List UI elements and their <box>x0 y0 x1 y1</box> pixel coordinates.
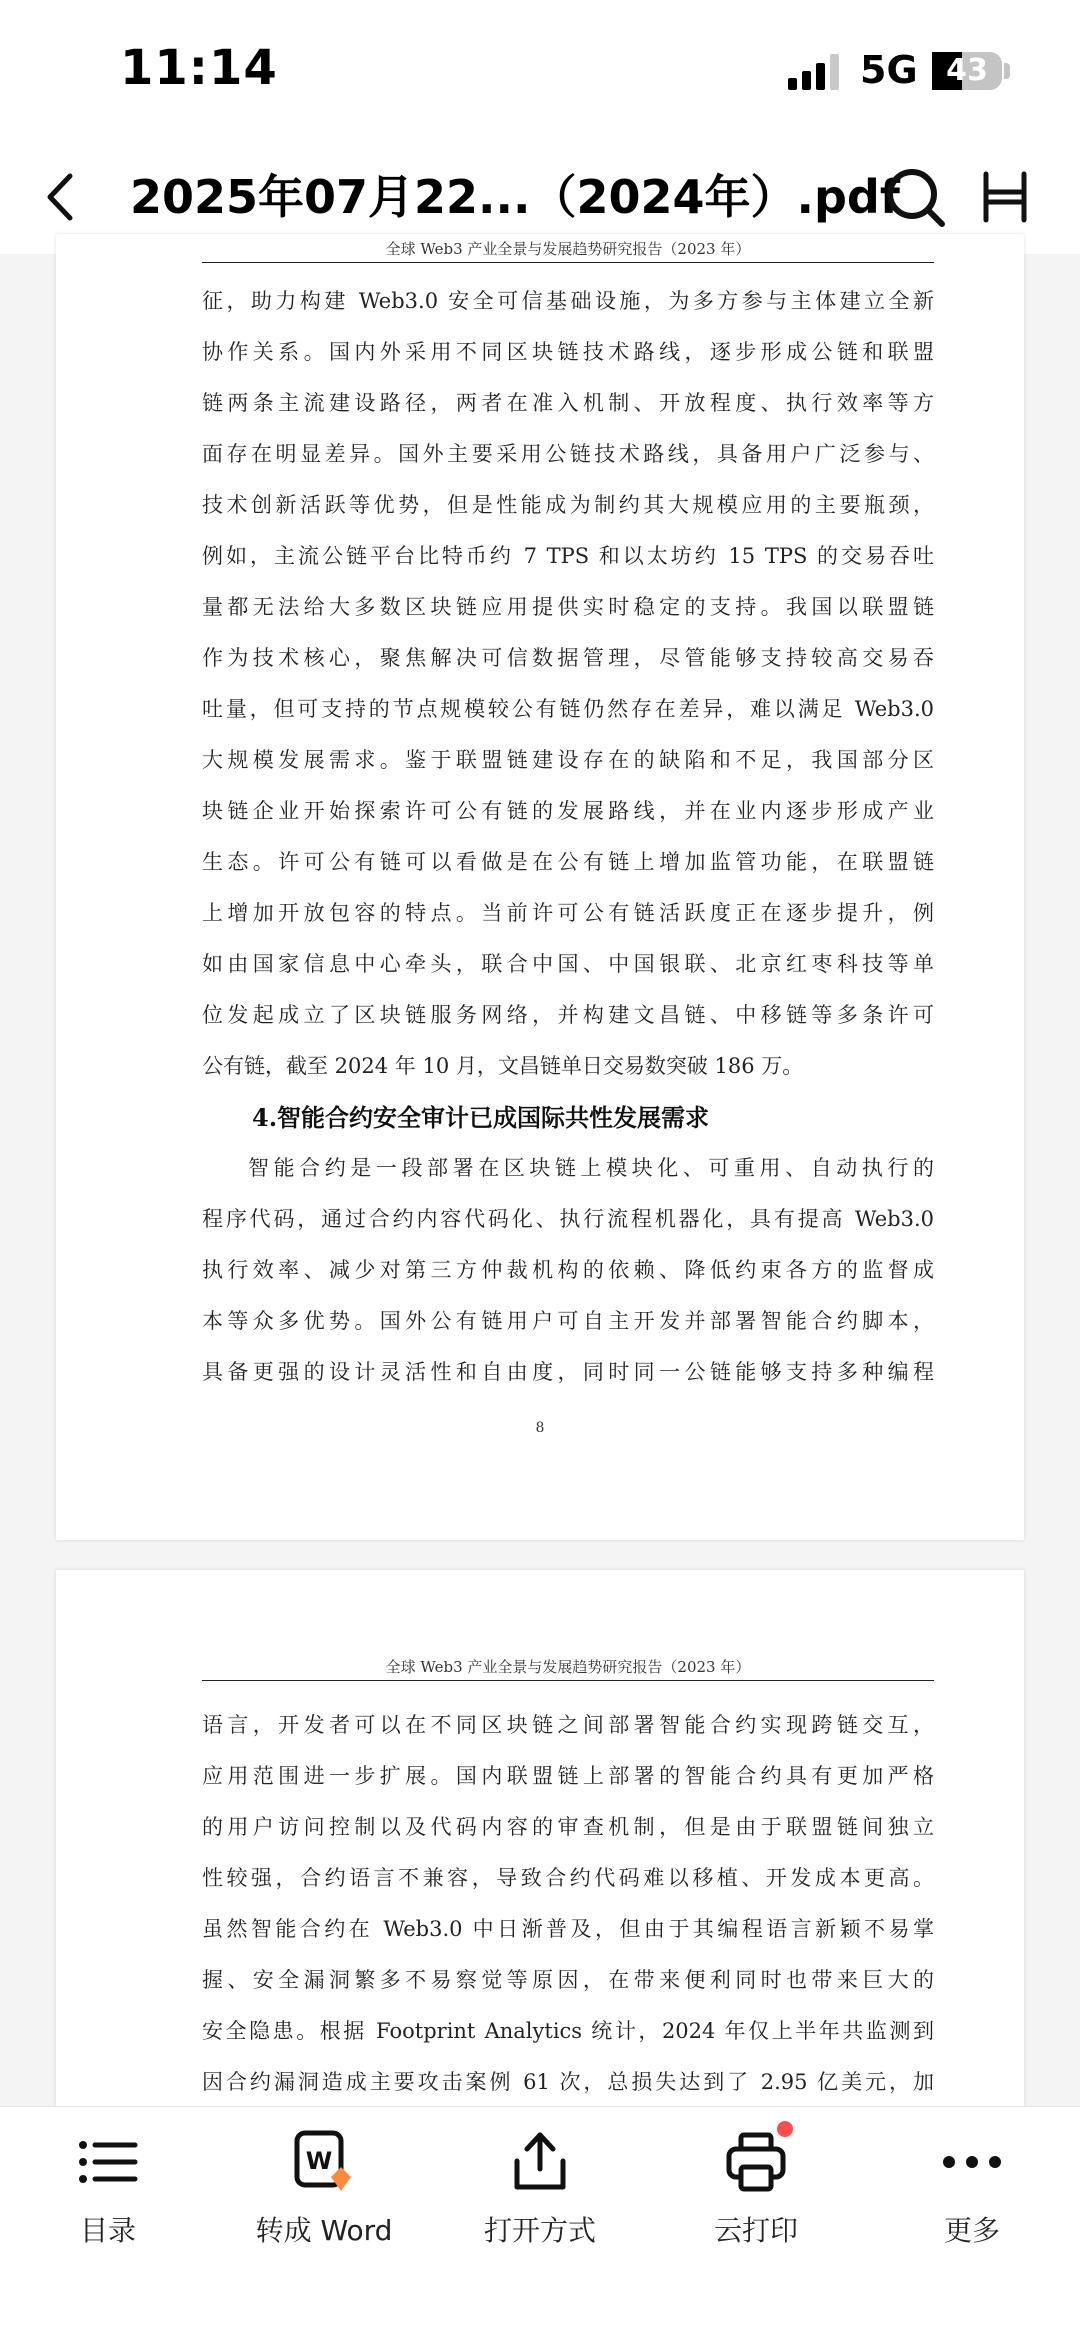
text-line: 安全隐患。根据 Footprint Analytics 统计，2024 年仅上半年共监测到 <box>202 2019 934 2043</box>
word-convert-icon <box>289 2127 359 2197</box>
text-line: 例如，主流公链平台比特币约 7 TPS 和以太坊约 15 TPS 的交易吞吐 <box>202 544 934 568</box>
text-line: 作为技术核心，聚焦解决可信数据管理，尽管能够支持较高交易吞 <box>202 646 934 670</box>
text-line: 征，助力构建 Web3.0 安全可信基础设施，为多方参与主体建立全新 <box>202 289 934 313</box>
more-icon <box>937 2127 1007 2197</box>
notification-dot <box>777 2121 793 2137</box>
text-line: 上增加开放包容的特点。当前许可公有链活跃度正在逐步提升，例 <box>202 901 934 925</box>
menu-button[interactable] <box>970 162 1040 232</box>
battery-tip <box>1004 63 1010 79</box>
text-line: 虽然智能合约在 Web3.0 中日渐普及，但由于其编程语言新颖不易掌 <box>202 1917 934 1941</box>
status-time: 11:14 <box>120 40 278 96</box>
open-with-label: 打开方式 <box>483 2214 596 2247</box>
cloud-print-label: 云打印 <box>713 2214 798 2247</box>
page-text <box>202 1700 934 2108</box>
convert-word-button[interactable] <box>224 2127 424 2249</box>
text-line: 位发起成立了区块链服务网络，并构建文昌链、中移链等多条许可 <box>202 1003 934 1027</box>
text-line: 量都无法给大多数区块链应用提供实时稳定的支持。我国以联盟链 <box>202 595 934 619</box>
text-line: 公有链，截至 2024 年 10 月，文昌链单日交易数突破 186 万。 <box>202 1054 804 1078</box>
text-line: 性较强，合约语言不兼容，导致合约代码难以移植、开发成本更高。 <box>202 1866 934 1890</box>
text-line: 握、安全漏洞繁多不易察觉等原因，在带来便利同时也带来巨大的 <box>202 1968 934 1992</box>
text-line: 如由国家信息中心牵头，联合中国、中国银联、北京红枣科技等单 <box>202 952 934 976</box>
text-line: 智能合约是一段部署在区块链上模块化、可重用、自动执行的 <box>248 1156 934 1180</box>
text-line: 语言，开发者可以在不同区块链之间部署智能合约实现跨链交互， <box>202 1713 934 1737</box>
list-icon <box>73 2127 143 2197</box>
signal-icon <box>788 54 846 90</box>
pdf-viewer[interactable] <box>0 240 1080 2106</box>
bottom-toolbar <box>0 2106 1080 2338</box>
text-line: 执行效率、减少对第三方仲裁机构的依赖、降低约束各方的监督成 <box>202 1258 934 1282</box>
text-line: 本等众多优势。国外公有链用户可自主开发并部署智能合约脚本， <box>202 1309 934 1333</box>
text-line: 的用户访问控制以及代码内容的审查机制，但是由于联盟链间独立 <box>202 1815 934 1839</box>
convert-word-label: 转成 Word <box>255 2214 393 2247</box>
search-button[interactable] <box>880 162 950 232</box>
text-line: 具备更强的设计灵活性和自由度，同时同一公链能够支持多种编程 <box>202 1360 934 1384</box>
text-line: 大规模发展需求。鉴于联盟链建设存在的缺陷和不足，我国部分区 <box>202 748 934 772</box>
share-icon <box>505 2127 575 2197</box>
back-button[interactable] <box>28 162 98 232</box>
running-head: 全球 Web3 产业全景与发展趋势研究报告（2023 年） <box>202 1656 934 1681</box>
toc-button[interactable] <box>8 2127 208 2249</box>
text-line: 应用范围进一步扩展。国内联盟链上部署的智能合约具有更加严格 <box>202 1764 934 1788</box>
pdf-page-8 <box>56 234 1024 1540</box>
text-line: 因合约漏洞造成主要攻击案例 61 次，总损失达到了 2.95 亿美元，加 <box>202 2070 934 2094</box>
search-icon <box>880 162 950 232</box>
text-line: 块链企业开始探索许可公有链的发展路线，并在业内逐步形成产业 <box>202 799 934 823</box>
status-bar <box>0 0 1080 140</box>
page-text <box>202 276 934 1398</box>
text-line: 吐量，但可支持的节点规模较公有链仍然存在差异，难以满足 Web3.0 <box>202 697 934 721</box>
text-line: 链两条主流建设路径，两者在准入机制、开放程度、执行效率等方 <box>202 391 934 415</box>
more-label: 更多 <box>943 2214 1000 2247</box>
running-head: 全球 Web3 产业全景与发展趋势研究报告（2023 年） <box>202 238 934 263</box>
toc-label: 目录 <box>79 2214 136 2247</box>
page-number: 8 <box>535 1420 545 1436</box>
document-title: 2025年07月22...（2024年）.pdf <box>130 170 900 224</box>
network-type: 5G <box>860 48 918 92</box>
more-button[interactable] <box>872 2127 1072 2249</box>
section-heading: 4.智能合约安全审计已成国际共性发展需求 <box>252 1103 710 1132</box>
battery-icon <box>932 52 1002 90</box>
menu-icon <box>970 162 1040 232</box>
battery-percent: 43 <box>946 53 988 88</box>
text-line: 协作关系。国内外采用不同区块链技术路线，逐步形成公链和联盟 <box>202 340 934 364</box>
open-with-button[interactable] <box>440 2127 640 2249</box>
text-line: 技术创新活跃等优势，但是性能成为制约其大规模应用的主要瓶颈， <box>202 493 934 517</box>
cloud-print-button[interactable] <box>656 2127 856 2249</box>
printer-icon <box>721 2127 791 2197</box>
chevron-left-icon <box>28 162 98 232</box>
text-line: 程序代码，通过合约内容代码化、执行流程机器化，具有提高 Web3.0 <box>202 1207 934 1231</box>
text-line: 生态。许可公有链可以看做是在公有链上增加监管功能，在联盟链 <box>202 850 934 874</box>
text-line: 面存在明显差异。国外主要采用公链技术路线，具备用户广泛参与、 <box>202 442 934 466</box>
svg-text:W: W <box>305 2147 333 2175</box>
